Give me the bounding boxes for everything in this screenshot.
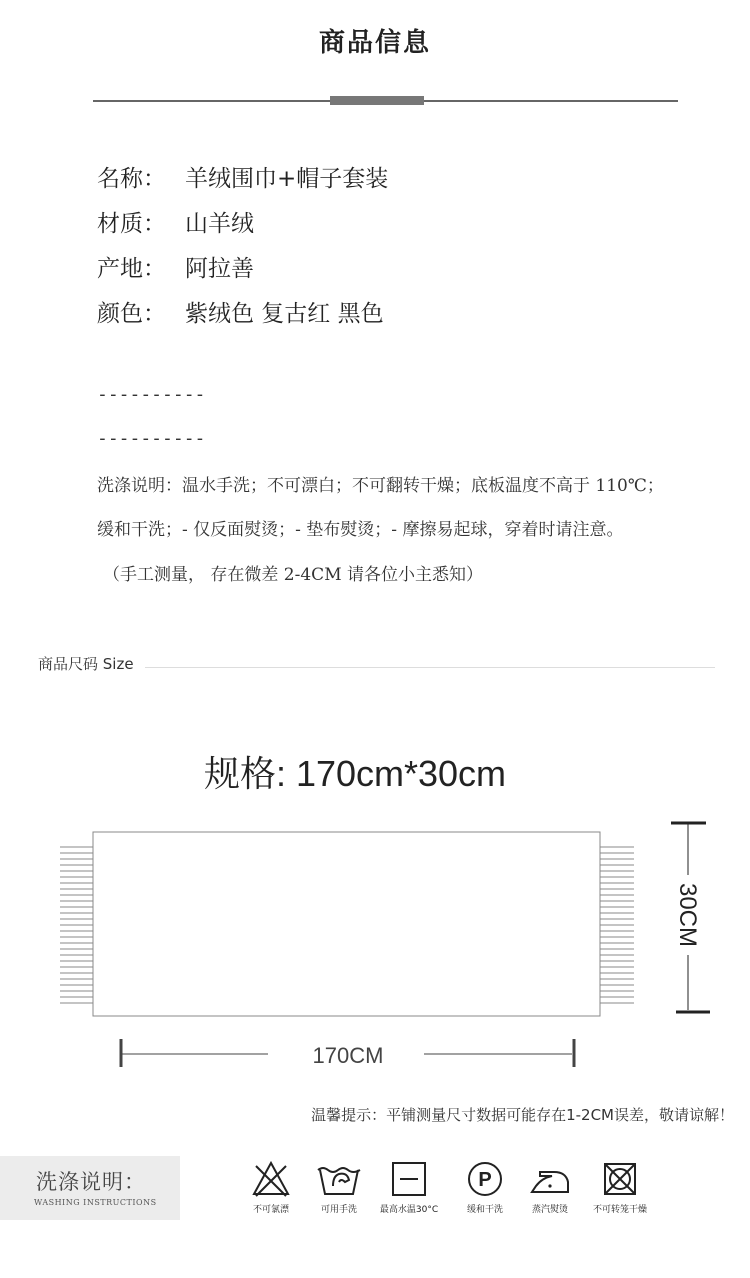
info-value: 羊绒围巾+帽子套装 — [185, 166, 389, 192]
care-note: 缓和干洗；- 仅反面熨烫；- 垫布熨烫；- 摩擦易起球，穿着时请注意。 — [97, 520, 624, 540]
info-label: 名称： — [97, 166, 166, 192]
info-row-material — [97, 205, 254, 238]
care-symbol-label: 不可转笼干燥 — [592, 1205, 647, 1215]
scarf-diagram — [0, 815, 750, 1075]
washing-subtitle: WASHING INSTRUCTIONS — [34, 1198, 157, 1207]
info-label: 产地： — [97, 256, 166, 282]
no-tumble-dry-icon — [601, 1160, 639, 1198]
no-bleach-icon — [251, 1160, 291, 1198]
care-symbol-label: 不可氯漂 — [252, 1205, 289, 1215]
wash-temp-icon — [390, 1160, 428, 1198]
steam-iron-icon — [528, 1160, 572, 1198]
care-symbol-label: 蒸汽熨烫 — [531, 1205, 568, 1215]
care-symbol-label: 可用手洗 — [320, 1205, 357, 1215]
care-symbol-no-tumble-dry — [585, 1160, 655, 1215]
scarf-left-fringe — [60, 847, 93, 1003]
dash-separator: ---------- — [97, 384, 206, 405]
hand-wash-icon — [315, 1160, 363, 1198]
care-symbol-dry-clean — [450, 1160, 520, 1215]
svg-text:P: P — [478, 1169, 492, 1191]
care-note: （手工测量， 存在微差 2-4CM 请各位小主悉知） — [103, 565, 484, 585]
info-row-name — [97, 160, 388, 193]
care-note: 洗涤说明：温水手洗；不可漂白；不可翻转干燥；底板温度不高于 110℃； — [97, 476, 664, 496]
info-label: 材质： — [97, 211, 166, 237]
care-symbol-steam-iron — [515, 1160, 585, 1215]
page-title: 商品信息 — [318, 28, 431, 58]
scarf-right-fringe — [600, 847, 634, 1003]
info-row-origin — [97, 250, 254, 283]
title-divider-accent — [330, 96, 424, 105]
care-symbol-label: 缓和干洗 — [466, 1205, 503, 1215]
measurement-tip: 温馨提示：平铺测量尺寸数据可能存在1-2CM误差，敬请谅解！ — [311, 1106, 734, 1124]
size-spec: 规格: 170cm*30cm — [203, 753, 507, 794]
size-heading: 商品尺码 Size — [38, 655, 134, 673]
care-symbol-no-bleach — [236, 1160, 306, 1215]
care-symbol-wash-temp — [374, 1160, 444, 1215]
care-symbol-label: 最高水温30°C — [379, 1205, 439, 1215]
height-label: 30CM — [674, 882, 701, 948]
dry-clean-p-icon — [465, 1160, 505, 1198]
info-value: 阿拉善 — [185, 256, 254, 282]
width-label: 170CM — [312, 1043, 384, 1068]
care-symbol-hand-wash — [304, 1160, 374, 1215]
info-label: 颜色： — [97, 301, 166, 327]
washing-title: 洗涤说明： — [36, 1170, 146, 1194]
info-value: 紫绒色 复古红 黑色 — [185, 301, 384, 327]
info-value: 山羊绒 — [185, 211, 254, 237]
dash-separator: ---------- — [97, 428, 206, 449]
scarf-body — [93, 832, 600, 1016]
info-row-color — [97, 295, 384, 328]
size-divider — [145, 667, 715, 668]
